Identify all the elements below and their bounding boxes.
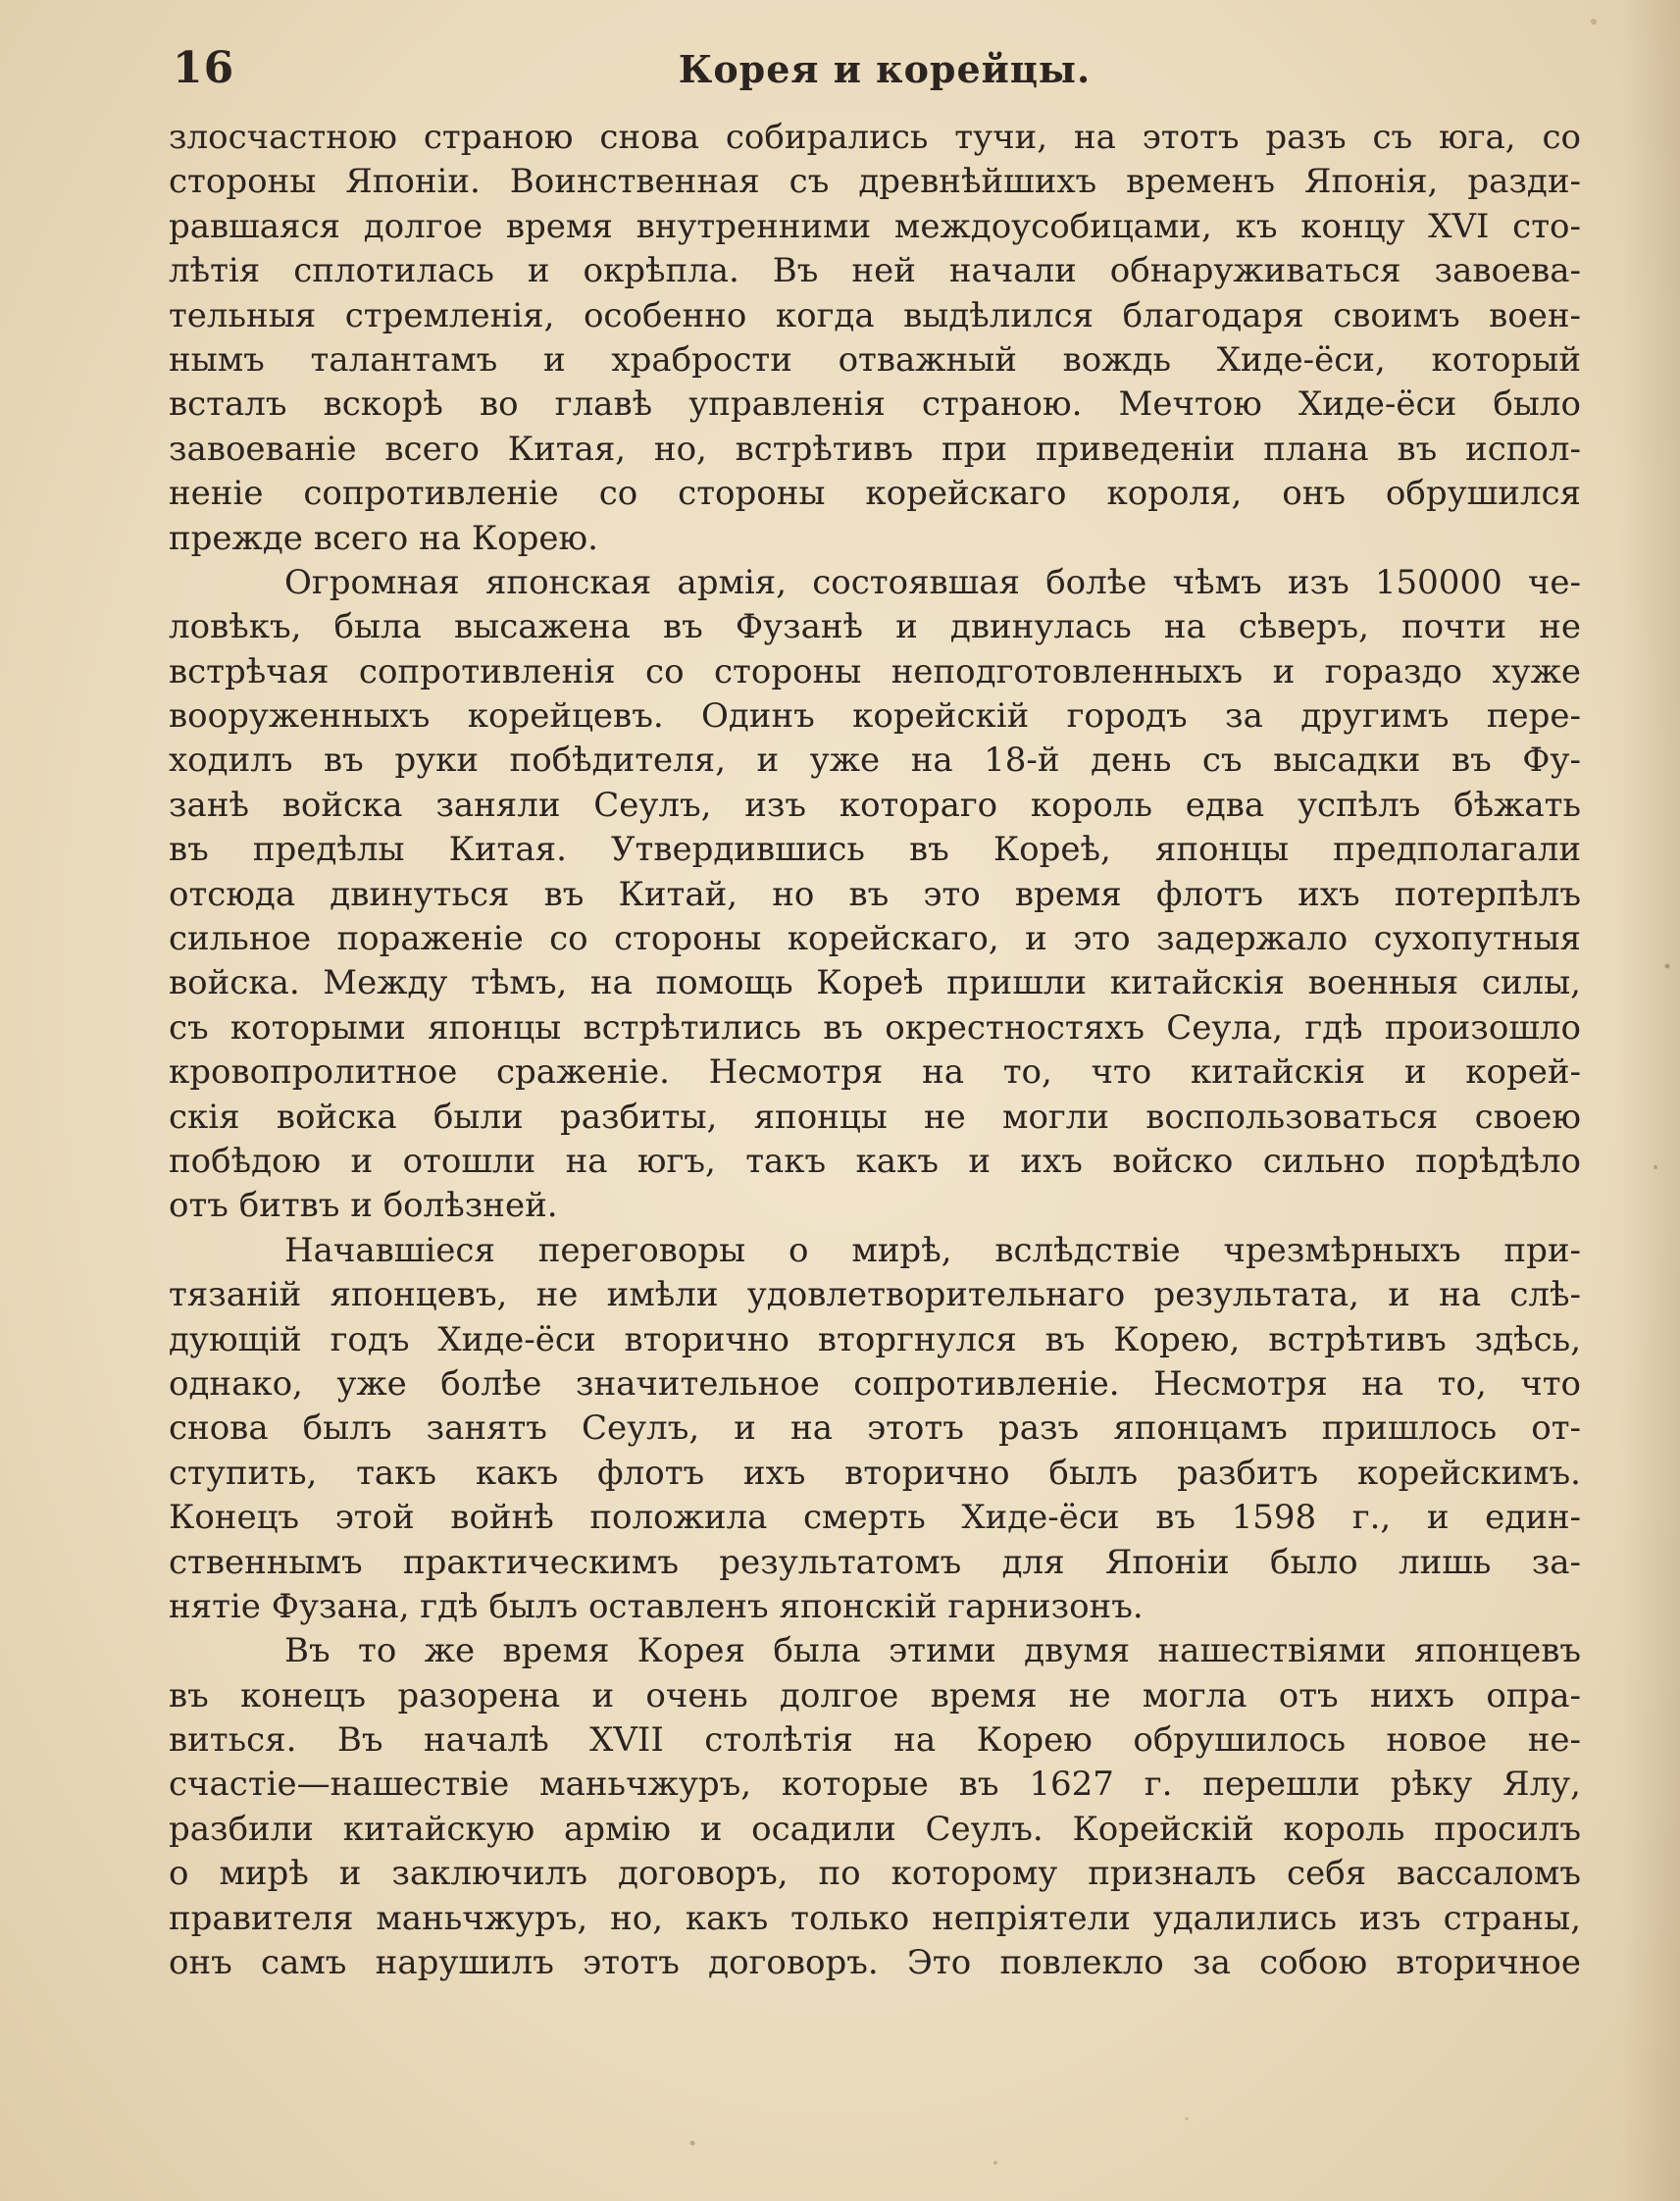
page-number: 16 xyxy=(173,43,235,93)
text-line: кровопролитное сраженіе. Несмотря на то, что китайскія и корей- xyxy=(169,1052,1581,1093)
text-line: неніе сопротивленіе со стороны корейскаго короля, онъ обрушился xyxy=(169,474,1581,514)
page-header xyxy=(169,37,1601,106)
text-line: сильное пораженіе со стороны корейскаго, и это задержало сухопутныя xyxy=(169,919,1581,959)
text-line: войска. Между тѣмъ, на помощь Кореѣ пришли китайскія военныя силы, xyxy=(169,963,1581,1003)
text-line: дующій годъ Хиде-ёси вторично вторгнулся въ Корею, встрѣтивъ здѣсь, xyxy=(169,1319,1581,1359)
text-line: прежде всего на Корею. xyxy=(169,518,598,558)
text-line: виться. Въ началѣ XVII столѣтія на Корею обрушилось новое не- xyxy=(169,1720,1581,1761)
text-line: ступить, такъ какъ флотъ ихъ вторично былъ разбитъ корейскимъ. xyxy=(169,1453,1581,1493)
text-line: отъ битвъ и болѣзней. xyxy=(169,1186,558,1226)
text-line: занѣ войска заняли Сеулъ, изъ котораго король едва успѣлъ бѣжать xyxy=(169,785,1581,825)
text-line: Въ то же время Корея была этими двумя нашествіями японцевъ xyxy=(284,1631,1581,1671)
text-line: о мирѣ и заключилъ договоръ, по которому призналъ себя вассаломъ xyxy=(169,1854,1581,1894)
text-line: снова былъ занятъ Сеулъ, и на этотъ разъ японцамъ пришлось от- xyxy=(169,1408,1581,1449)
text-line: вооруженныхъ корейцевъ. Одинъ корейскій городъ за другимъ пере- xyxy=(169,696,1581,737)
text-line: побѣдою и отошли на югъ, такъ какъ и ихъ войско сильно порѣдѣло xyxy=(169,1141,1581,1181)
text-line: злосчастною страною снова собирались тучи, на этотъ разъ съ юга, со xyxy=(169,118,1581,157)
text-line: счастіе—нашествіе маньчжуръ, которые въ 1627 г. перешли рѣку Ялу, xyxy=(169,1765,1581,1805)
text-line: завоеваніе всего Китая, но, встрѣтивъ при приведеніи плана въ испол- xyxy=(169,429,1581,469)
text-line: онъ самъ нарушилъ этотъ договоръ. Это повлекло за собою вторичное xyxy=(169,1943,1581,1983)
text-line: въ конецъ разорена и очень долгое время не могла отъ нихъ опра- xyxy=(169,1675,1581,1715)
text-line: отсюда двинуться въ Китай, но въ это время флотъ ихъ потерпѣлъ xyxy=(169,874,1581,914)
text-line: нымъ талантамъ и храбрости отважный вождь Хиде-ёси, который xyxy=(169,339,1581,380)
body-text xyxy=(169,116,1581,1985)
running-title: Корея и корейцы. xyxy=(678,47,1092,91)
text-line: ходилъ въ руки побѣдителя, и уже на 18-й день съ высадки въ Фу- xyxy=(169,741,1581,781)
page-edge-shadow xyxy=(1621,0,1680,2201)
text-line: всталъ вскорѣ во главѣ управленія страною. Мечтою Хиде-ёси было xyxy=(169,384,1581,425)
text-line: съ которыми японцы встрѣтились въ окрестностяхъ Сеула, гдѣ произошло xyxy=(169,1007,1581,1048)
text-line: Огромная японская армія, состоявшая болѣе чѣмъ изъ 150000 че- xyxy=(284,562,1581,602)
text-line: ловѣкъ, была высажена въ Фузанѣ и двинулась на сѣверъ, почти не xyxy=(169,607,1581,647)
text-line: встрѣчая сопротивленія со стороны неподготовленныхъ и гораздо хуже xyxy=(169,651,1581,691)
text-line: тязаній японцевъ, не имѣли удовлетворительнаго результата, и на слѣ- xyxy=(169,1275,1581,1315)
text-line: правителя маньчжуръ, но, какъ только непріятели удалились изъ страны, xyxy=(169,1898,1581,1938)
text-line: разбили китайскую армію и осадили Сеулъ. Корейскій король просилъ xyxy=(169,1809,1581,1849)
text-line: однако, уже болѣе значительное сопротивленіе. Несмотря на то, что xyxy=(169,1363,1581,1404)
text-line: скія войска были разбиты, японцы не могли воспользоваться своею xyxy=(169,1097,1581,1137)
text-line: равшаяся долгое время внутренними междоусобицами, къ концу XVI сто- xyxy=(169,206,1581,246)
text-line: тельныя стремленія, особенно когда выдѣлился благодаря своимъ воен- xyxy=(169,295,1581,335)
text-line: въ предѣлы Китая. Утвердившись въ Кореѣ, японцы предполагали xyxy=(169,830,1581,870)
text-line: лѣтія сплотилась и окрѣпла. Въ ней начали обнаруживаться завоева- xyxy=(169,251,1581,291)
text-line: нятіе Фузана, гдѣ былъ оставленъ японскій гарнизонъ. xyxy=(169,1586,1144,1626)
text-line: стороны Японіи. Воинственная съ древнѣйшихъ временъ Японія, разди- xyxy=(169,162,1581,202)
text-line: Конецъ этой войнѣ положила смерть Хиде-ёси въ 1598 г., и един- xyxy=(169,1498,1581,1538)
text-line: ственнымъ практическимъ результатомъ для Японіи было лишь за- xyxy=(169,1542,1581,1582)
text-line: Начавшіеся переговоры о мирѣ, вслѣдствіе чрезмѣрныхъ при- xyxy=(284,1230,1581,1270)
